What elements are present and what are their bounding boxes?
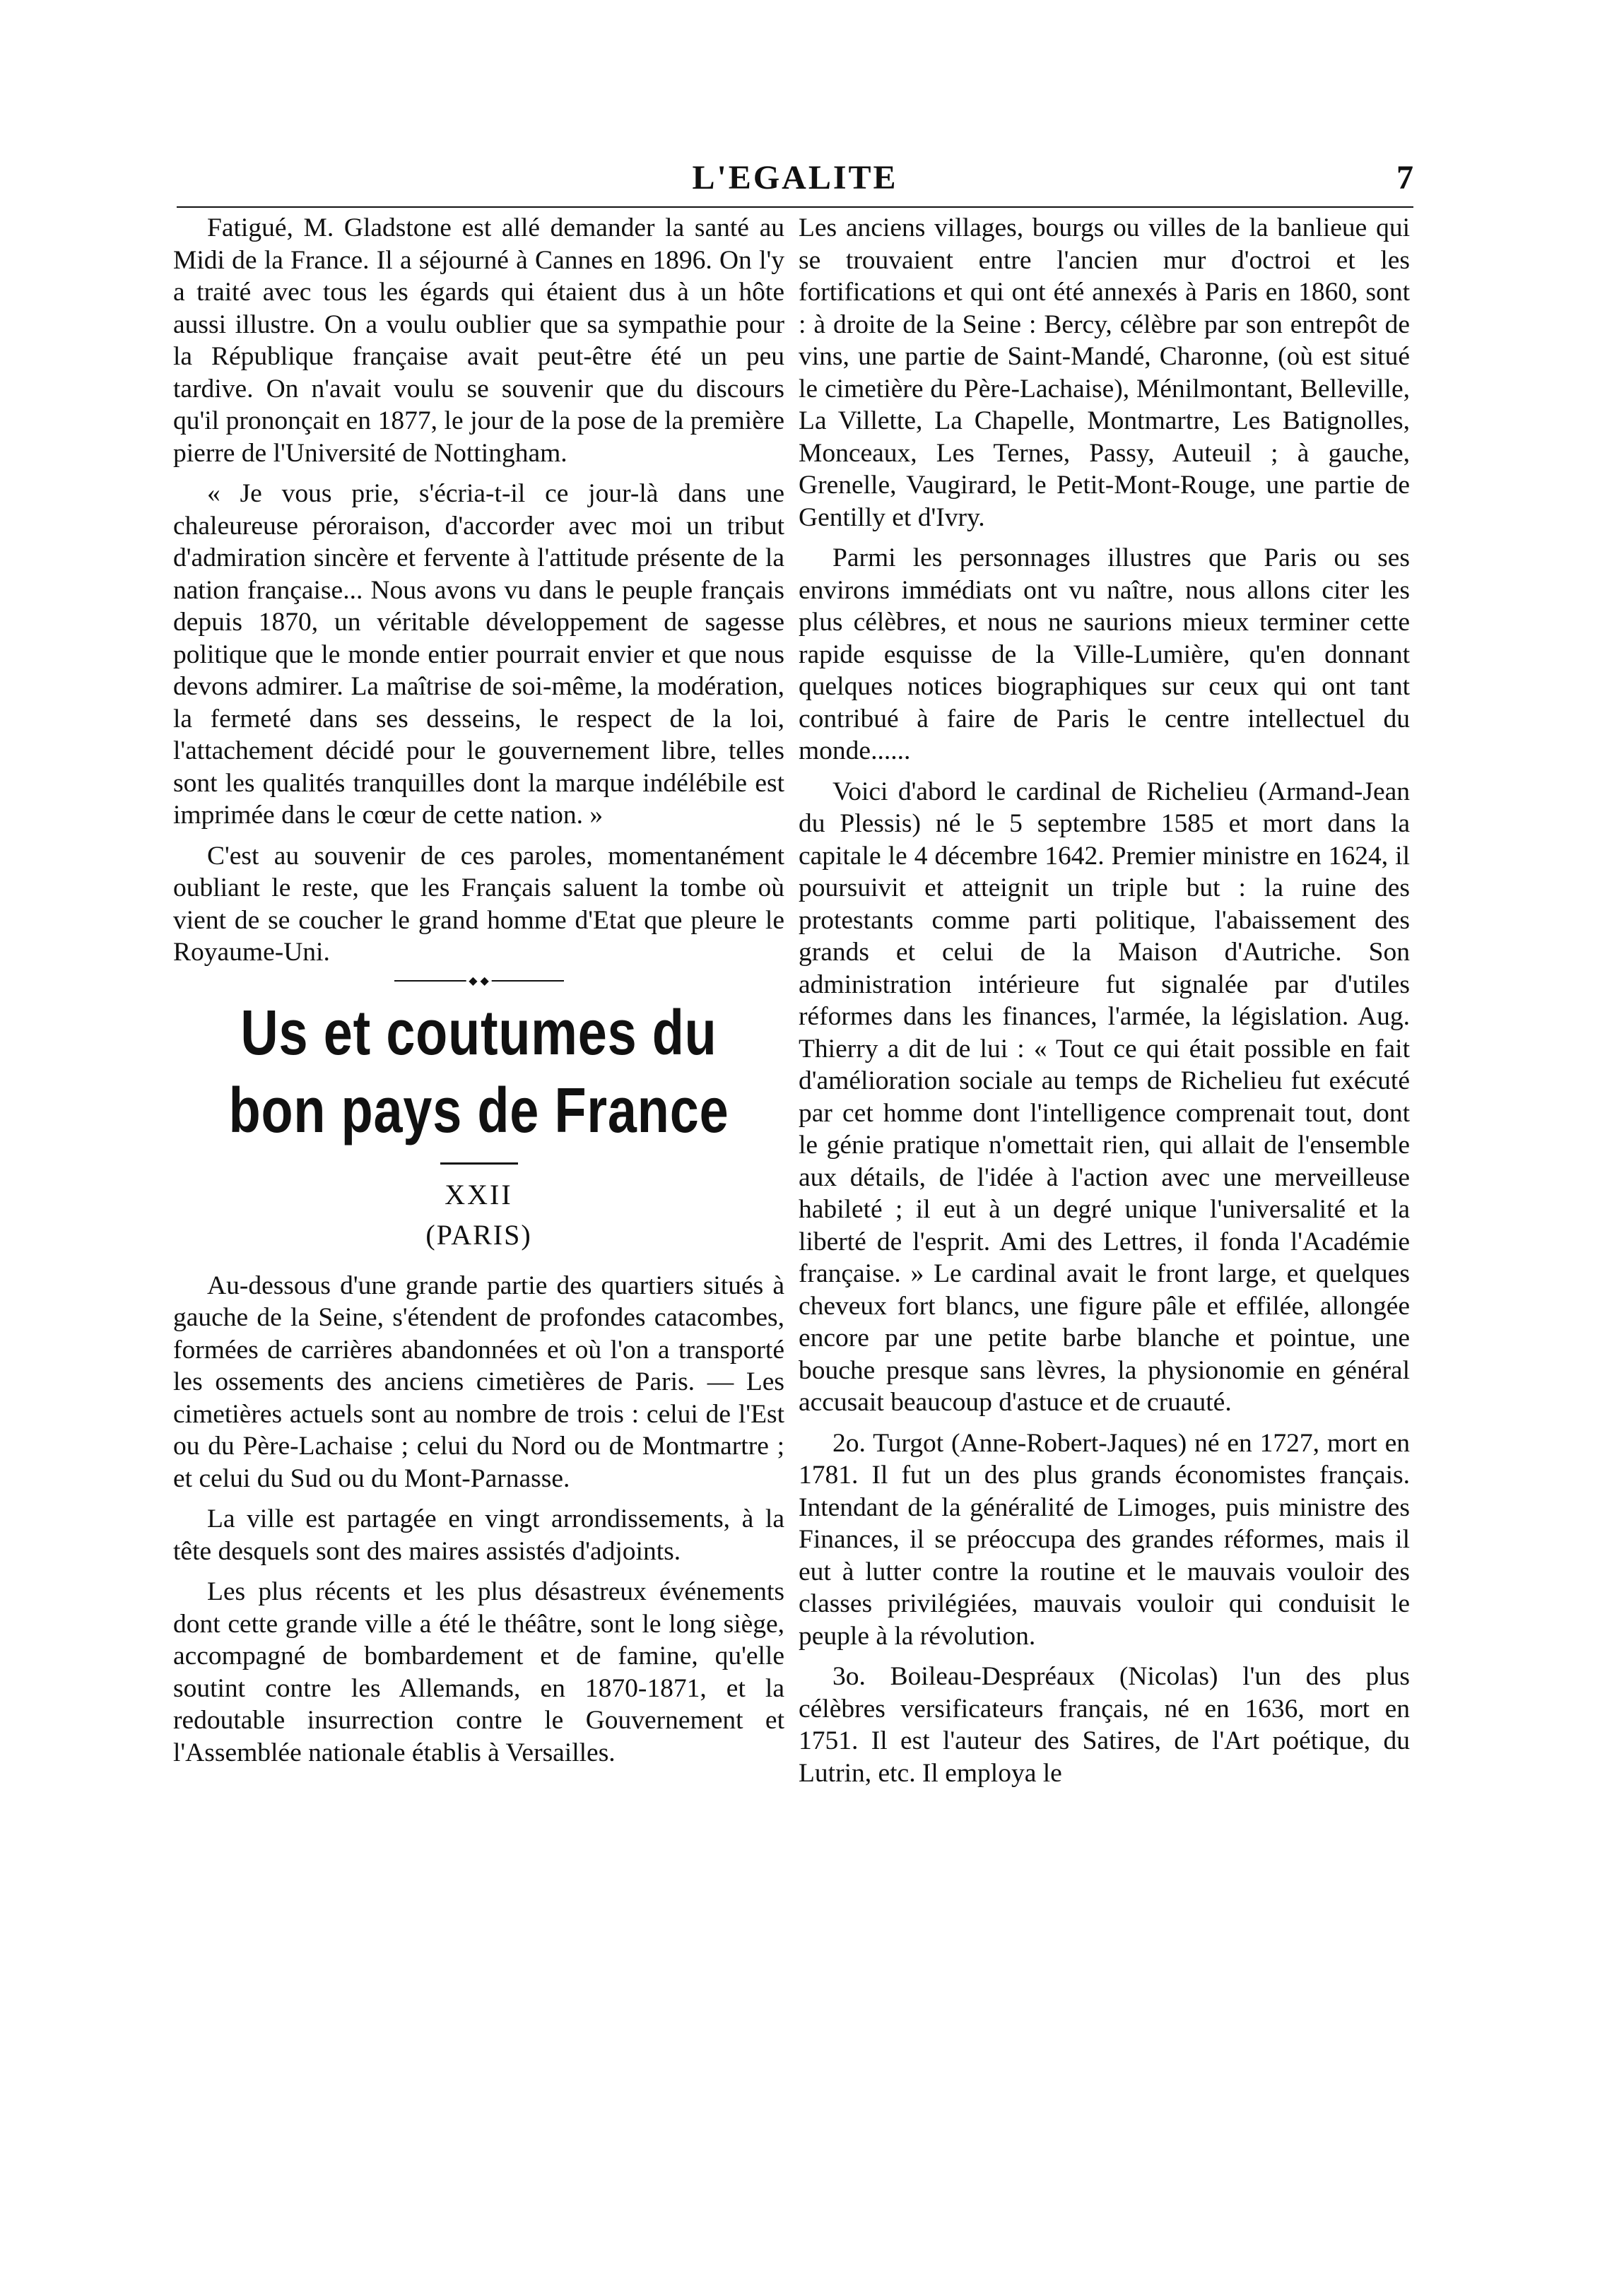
headline-rule (440, 1162, 518, 1165)
right-column (799, 212, 1410, 1798)
ornamental-divider (394, 977, 564, 984)
paragraph: La ville est partagée en vingt arrondissements, à la tête desquels sont des maires assistés d'adjoints. (173, 1504, 784, 1566)
section-title: (PARIS) (425, 1219, 532, 1251)
paragraph: 2o. Turgot (Anne-Robert-Jaques) né en 1727, mort en 1781. Il fut un des plus grands économistes français. Intendant de la généralité de Limoges, puis ministre des Finances, il se préoccupa des grandes réformes, mais il eut à lutter contre la routine et le mauvais vouloir des classes privilégiées, mauvais vouloir qui conduisit le peuple à la révolution. (799, 1428, 1410, 1651)
page-number: 7 (1396, 159, 1413, 196)
paragraph: Parmi les personnages illustres que Paris ou ses environs immédiats ont vu naître, nous allons citer les plus célèbres, et nous ne saurions mieux terminer cette rapide esquisse de la Ville-Lumière, qu'en donnant quelques notices biographiques sur ceux qui ont tant contribué à faire de Paris le centre intellectuel du monde...... (799, 543, 1410, 765)
paragraph: Au-dessous d'une grande partie des quartiers situés à gauche de la Seine, s'étendent de profondes catacombes, formées de carrières abandonnées et où l'on a transporté les ossements des anciens cimetières de Paris. — Les cimetières actuels sont au nombre de trois : celui de l'Est ou du Père-Lachaise ; celui du Nord ou de Montmartre ; et celui du Sud ou du Mont-Parnasse. (173, 1271, 784, 1493)
paragraph: Les anciens villages, bourgs ou villes de la banlieue qui se trouvaient entre l'ancien mur d'octroi et les fortifications et qui ont été annexés à Paris en 1860, sont : à droite de la Seine : Bercy, célèbre par son entrepôt de vins, une partie de Saint-Mandé, Charonne, (où est situé le cimetière du Père-Lachaise), Ménilmontant, Belleville, La Villette, La Chapelle, Montmartre, Les Batignolles, Monceaux, Les Ternes, Passy, Auteuil ; à gauche, Grenelle, Vaugirard, le Petit-Mont-Rouge, une partie de Gentilly et d'Ivry. (799, 213, 1410, 532)
paragraph: Fatigué, M. Gladstone est allé demander la santé au Midi de la France. Il a séjourné à Cannes en 1896. On l'y a traité avec tous les égards qui étaient dus à un hôte aussi illustre. On a voulu oublier que sa sympathie pour la République française avait peut-être été un peu tardive. On n'avait voulu se souvenir que du discours qu'il prononçait en 1877, le jour de la pose de la première pierre de l'Université de Nottingham. (173, 213, 784, 468)
paragraph: C'est au souvenir de ces paroles, momentanément oubliant le reste, que les Français saluent la tombe où vient de se coucher le grand homme d'Etat que pleure le Royaume-Uni. (173, 841, 784, 967)
paragraph: Voici d'abord le cardinal de Richelieu (Armand-Jean du Plessis) né le 5 septembre 1585 et mort dans la capitale le 4 décembre 1642. Premier ministre en 1624, il poursuivit et atteignit un triple but : la ruine des protestants comme parti politique, l'abaissement des grands et celui de la Maison d'Autriche. Son administration intérieure fut signalée par d'utiles réformes dans les finances, l'armée, la législation. Aug. Thierry a dit de lui : « Tout ce qui était possible en fait d'amélioration sociale au temps de Richelieu fut exécuté par cet homme dont l'intelligence comprenait tout, dont le génie pratique n'omettait rien, qui allait de l'ensemble aux détails, de l'idée à l'action avec une merveilleuse habileté ; il eut à un degré unique l'universalité et la liberté de l'esprit. Ami des Lettres, il fonda l'Académie française. » Le cardinal avait le front large, et quelques cheveux fort blancs, une figure pâle et effilée, allongée encore par une petite barbe blanche et pointue, une bouche presque sans lèvres, la physionomie en général accusait beaucoup d'astuce et de cruauté. (799, 777, 1410, 1417)
running-head (177, 158, 1413, 201)
paragraph: 3o. Boileau-Despréaux (Nicolas) l'un des plus célèbres versificateurs français, né en 1636, mort en 1751. Il est l'auteur des Satires, de l'Art poétique, du Lutrin, etc. Il employa le (799, 1662, 1410, 1788)
paragraph: « Je vous prie, s'écria-t-il ce jour-là dans une chaleureuse péroraison, d'accorder avec moi un tribut d'admiration sincère et fervente à l'attitude présente de la nation française... Nous avons vu dans le peuple français depuis 1870, un véritable développement de sagesse politique que le monde entier pourrait envier et que nous devons admirer. La maîtrise de soi-même, la modération, la fermeté dans ses desseins, le respect de la loi, l'attachement décidé pour le gouvernement libre, telles sont les qualités tranquilles dont la marque indélébile est imprimée dans le cœur de cette nation. » (173, 479, 784, 830)
header-rule (177, 206, 1413, 208)
newspaper-title: L'EGALITE (692, 159, 898, 196)
section-headline: Us et coutumes du bon pays de France (228, 997, 729, 1146)
paragraph: Les plus récents et les plus désastreux événements dont cette grande ville a été le théâtre, sont le long siège, accompagné de bombardement et de famine, qu'elle soutint contre les Allemands, en 1870-1871, et la redoutable insurrection contre le Gouvernement et l'Assemblée nationale établis à Versailles. (173, 1577, 784, 1767)
section-number: XXII (445, 1178, 513, 1210)
left-column (173, 212, 784, 1777)
